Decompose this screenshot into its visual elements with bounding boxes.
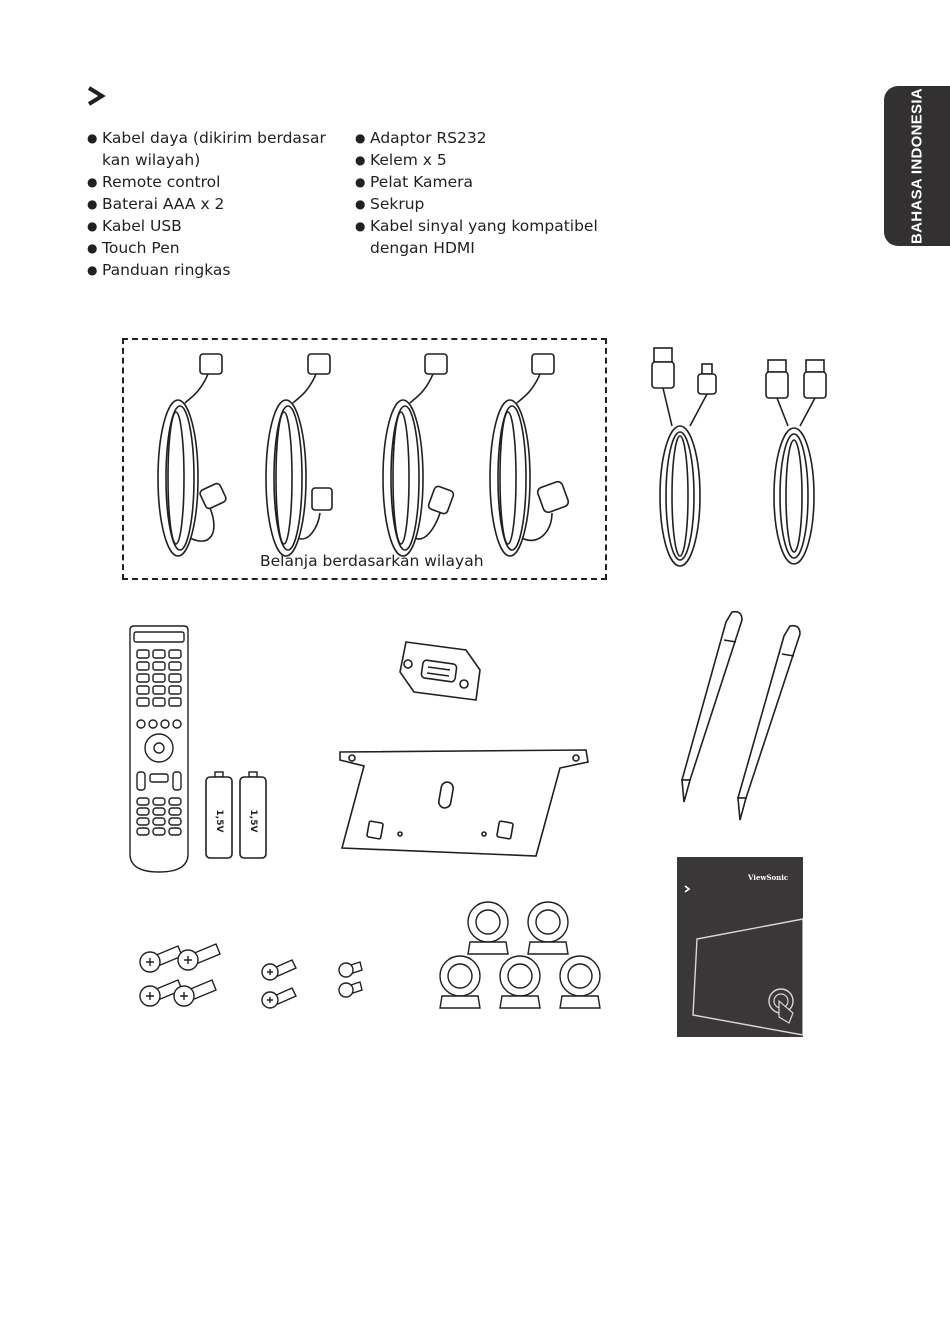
power-cords-caption: Belanja berdasarkan wilayah — [260, 552, 484, 570]
booklet-brand: ViewSonic — [748, 873, 789, 882]
touch-pen-icon — [676, 610, 816, 822]
list-item: ● Touch Pen — [87, 237, 337, 259]
contents-list-left — [87, 127, 337, 281]
hdmi-cable-icon — [762, 356, 832, 568]
list-item: ● Kabel USB — [87, 215, 337, 237]
rs232-adapter-icon — [396, 636, 486, 708]
remote-control-icon — [128, 626, 190, 876]
chevron-right-icon — [685, 886, 689, 892]
power-cord-uk-icon — [490, 354, 570, 556]
usb-cable-icon — [650, 346, 730, 568]
list-item: ● Baterai AAA x 2 — [87, 193, 337, 215]
battery-label: 1,5V — [248, 809, 258, 833]
list-item: ● Kelem x 5 — [355, 149, 615, 171]
language-tab-label: BAHASA INDONESIA — [908, 88, 926, 244]
list-item: ● Panduan ringkas — [87, 259, 337, 281]
power-cord-us-icon — [383, 354, 455, 556]
language-tab[interactable] — [884, 86, 950, 246]
list-item: ● Kabel sinyal yang kompatibel dengan HDMI — [355, 215, 615, 259]
screw-set-large-icon — [134, 936, 230, 1016]
quick-guide-booklet — [677, 857, 803, 1037]
camera-plate-icon — [336, 744, 592, 860]
list-item: ● Remote control — [87, 171, 337, 193]
battery-label: 1,5V — [214, 809, 224, 833]
power-cord-au-icon — [266, 354, 332, 556]
list-item: ● Pelat Kamera — [355, 171, 615, 193]
list-item: ● Adaptor RS232 — [355, 127, 615, 149]
power-cord-illustrations — [150, 348, 590, 548]
screw-set-medium-icon — [258, 954, 300, 1016]
chevron-right-icon — [86, 86, 106, 106]
list-item: ● Kabel daya (dikirim berdasar kan wilayah) — [87, 127, 337, 171]
cable-clamps-icon — [436, 898, 616, 1012]
list-item: ● Sekrup — [355, 193, 615, 215]
contents-list-right — [355, 127, 615, 259]
screw-set-small-icon — [336, 958, 366, 1004]
power-cord-eu-icon — [158, 354, 227, 556]
